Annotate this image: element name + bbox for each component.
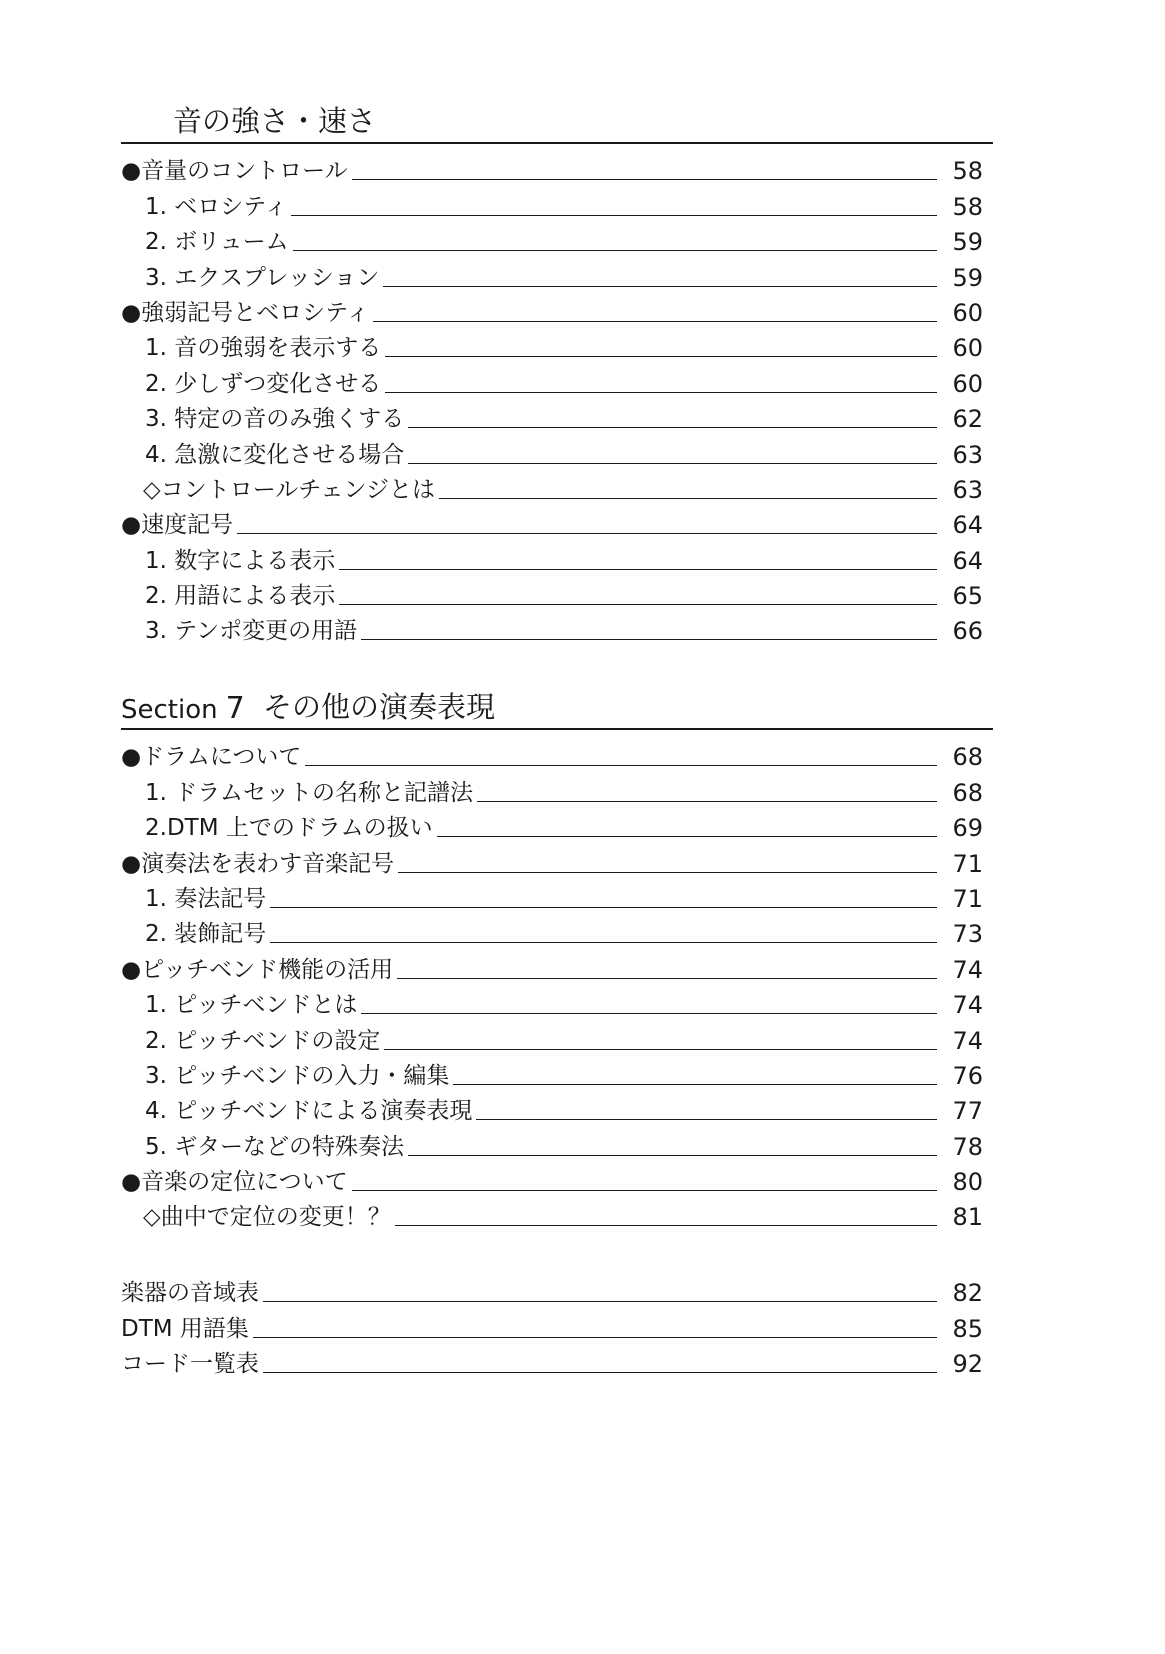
toc-page-number: 69 [952, 814, 983, 843]
section-number: 7 [225, 691, 245, 726]
toc-entry-label: 3. 特定の音のみ強くする [145, 406, 405, 433]
toc-entry-label: 1. 奏法記号 [145, 885, 267, 912]
toc-page-number: 59 [952, 228, 983, 257]
toc-page-number: 81 [952, 1203, 983, 1232]
toc-leader-line [270, 907, 937, 908]
toc-entry[interactable] [121, 1125, 993, 1160]
toc-leader-line [352, 1190, 937, 1191]
toc-entry-label: 2. 少しずつ変化させる [145, 370, 382, 397]
toc-leader-line [373, 321, 937, 322]
section-title: 音の強さ・速さ [173, 104, 377, 138]
toc-leader-line [398, 872, 937, 873]
toc-entry[interactable] [121, 1343, 993, 1378]
toc-entry[interactable] [121, 1161, 993, 1196]
toc-page-number: 60 [952, 334, 983, 363]
toc-leader-line [361, 639, 937, 640]
toc-entry-label: 3. ピッチベンドの入力・編集 [145, 1062, 450, 1089]
toc-entry[interactable] [121, 1196, 993, 1231]
toc-entry-label: 4. 急激に変化させる場合 [145, 441, 405, 468]
toc-page-number: 78 [952, 1132, 983, 1161]
toc-page-number: 68 [952, 743, 983, 772]
toc-entry-label: 2. ピッチベンドの設定 [145, 1027, 381, 1054]
toc-entry[interactable] [121, 185, 993, 220]
toc-entry-label: ●速度記号 [121, 512, 234, 539]
toc-leader-line [408, 427, 937, 428]
toc-entry[interactable] [121, 575, 993, 610]
toc-page-number: 58 [952, 157, 983, 186]
toc-entry[interactable] [121, 771, 993, 806]
toc-leader-line [453, 1084, 937, 1085]
toc-leader-line [253, 1337, 937, 1338]
toc-page-number: 63 [952, 475, 983, 504]
toc-entry[interactable] [121, 736, 993, 771]
toc-leader-line [293, 250, 937, 251]
toc-entry[interactable] [121, 539, 993, 574]
toc-entry-label: コード一覧表 [121, 1351, 259, 1378]
toc-entry-label: ●音楽の定位について [121, 1169, 348, 1196]
toc-page-number: 71 [952, 849, 983, 878]
section-label [121, 691, 271, 726]
toc-page-number: 82 [952, 1279, 983, 1308]
toc-entry-label: 楽器の音域表 [121, 1280, 259, 1307]
toc-entry[interactable] [121, 1307, 993, 1342]
toc-leader-line [395, 1225, 937, 1226]
toc-entry[interactable] [121, 984, 993, 1019]
toc-list [121, 736, 993, 1231]
toc-leader-line [339, 604, 937, 605]
toc-entry[interactable] [121, 221, 993, 256]
toc-entry[interactable] [121, 878, 993, 913]
toc-leader-line [270, 942, 937, 943]
toc-list [121, 150, 993, 645]
toc-entry-label: ◇コントロールチェンジとは [143, 476, 435, 503]
toc-page-number: 58 [952, 192, 983, 221]
toc-page-number: 64 [952, 546, 983, 575]
toc-entry-label: 4. ピッチベンドによる演奏表現 [145, 1098, 473, 1125]
toc-page-number: 74 [952, 1026, 983, 1055]
toc-leader-line [361, 1013, 937, 1014]
toc-page-number: 92 [952, 1350, 983, 1379]
toc-page-number: 80 [952, 1168, 983, 1197]
toc-entry-label: ●強弱記号とベロシティ [121, 299, 370, 326]
toc-entry[interactable] [121, 1019, 993, 1054]
toc-entry-label: 2.DTM 上でのドラムの扱い [145, 815, 433, 842]
toc-page-number: 62 [952, 405, 983, 434]
toc-page-number: 60 [952, 298, 983, 327]
toc-page-number: 71 [952, 884, 983, 913]
toc-section-7 [121, 690, 993, 1231]
toc-entry-label: 2. ボリューム [145, 229, 289, 256]
toc-leader-line [263, 1372, 937, 1373]
toc-entry[interactable] [121, 433, 993, 468]
toc-entry-label: 1. ピッチベンドとは [145, 992, 358, 1019]
toc-entry-label: DTM 用語集 [121, 1315, 249, 1342]
toc-entry-label: 2. 装飾記号 [145, 921, 267, 948]
toc-leader-line [385, 392, 937, 393]
toc-entry-label: ●音量のコントロール [121, 158, 348, 185]
toc-page-number: 76 [952, 1061, 983, 1090]
toc-leader-line [476, 1119, 937, 1120]
toc-leader-line [439, 498, 937, 499]
section-label-text: Section [121, 695, 218, 725]
toc-page-number: 74 [952, 991, 983, 1020]
toc-entry-label: 1. ベロシティ [145, 193, 288, 220]
toc-entry-label: 1. 音の強弱を表示する [145, 335, 382, 362]
toc-page-number: 68 [952, 778, 983, 807]
toc-leader-line [477, 801, 937, 802]
toc-page-number: 77 [952, 1097, 983, 1126]
toc-leader-line [408, 463, 937, 464]
toc-page-number: 63 [952, 440, 983, 469]
toc-entry[interactable] [121, 504, 993, 539]
toc-page-number: 60 [952, 369, 983, 398]
toc-entry[interactable] [121, 1272, 993, 1307]
toc-leader-line [397, 978, 937, 979]
toc-entry[interactable] [121, 150, 993, 185]
toc-leader-line [339, 569, 937, 570]
toc-list [121, 1272, 993, 1378]
toc-leader-line [384, 1049, 937, 1050]
toc-entry[interactable] [121, 610, 993, 645]
toc-page-number: 74 [952, 955, 983, 984]
toc-entry-label: 3. テンポ変更の用語 [145, 618, 358, 645]
toc-entry[interactable] [121, 292, 993, 327]
toc-leader-line [385, 356, 937, 357]
toc-appendix [121, 1272, 993, 1378]
toc-section-sound-strength [121, 104, 993, 645]
toc-entry[interactable] [121, 948, 993, 983]
toc-leader-line [437, 836, 937, 837]
toc-page-number: 73 [952, 920, 983, 949]
toc-entry-label: ●ドラムについて [121, 744, 302, 771]
toc-entry-label: ◇曲中で定位の変更！？ [143, 1204, 391, 1231]
toc-entry-label: 1. ドラムセットの名称と記譜法 [145, 779, 474, 806]
toc-entry[interactable] [121, 362, 993, 397]
toc-entry-label: ●ピッチベンド機能の活用 [121, 956, 394, 983]
toc-page-number: 66 [952, 617, 983, 646]
toc-entry[interactable] [121, 327, 993, 362]
toc-entry[interactable] [121, 398, 993, 433]
toc-leader-line [383, 286, 937, 287]
toc-entry-label: 5. ギターなどの特殊奏法 [145, 1133, 405, 1160]
toc-entry[interactable] [121, 1055, 993, 1090]
toc-leader-line [352, 179, 937, 180]
toc-entry-label: 2. 用語による表示 [145, 583, 336, 610]
toc-entry[interactable] [121, 913, 993, 948]
toc-page-number: 65 [952, 582, 983, 611]
toc-entry-label: 1. 数字による表示 [145, 547, 336, 574]
toc-leader-line [408, 1155, 937, 1156]
toc-entry[interactable] [121, 469, 993, 504]
toc-page-number: 85 [952, 1314, 983, 1343]
toc-leader-line [305, 765, 937, 766]
toc-entry[interactable] [121, 807, 993, 842]
section-heading [121, 690, 993, 730]
toc-leader-line [263, 1301, 937, 1302]
toc-entry[interactable] [121, 1090, 993, 1125]
toc-entry[interactable] [121, 842, 993, 877]
toc-page-number: 64 [952, 511, 983, 540]
toc-entry[interactable] [121, 256, 993, 291]
toc-entry-label: 3. エクスプレッション [145, 264, 380, 291]
toc-leader-line [237, 533, 937, 534]
section-heading [121, 104, 993, 144]
toc-leader-line [291, 215, 937, 216]
toc-entry-label: ●演奏法を表わす音楽記号 [121, 850, 395, 877]
toc-page-number: 59 [952, 263, 983, 292]
section-title: その他の演奏表現 [263, 690, 496, 724]
